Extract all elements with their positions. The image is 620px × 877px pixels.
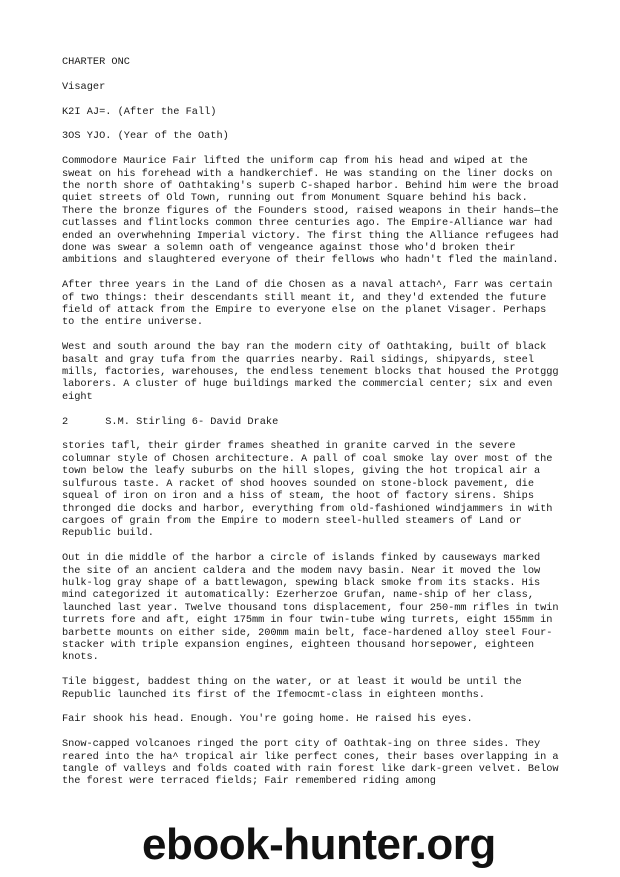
chapter-heading: CHARTER ONC: [62, 56, 130, 68]
paragraph: Snow-capped volcanoes ringed the port city of Oathtak-ing on three sides. They reared into the ha^ tropical air like perfect cones, their bases overlapping in a tangle of valleys and folds coated with rain forest like dark-green velvet. Below the forest were terraced fields; Fair remembered riding among: [62, 738, 565, 788]
paragraph: West and south around the bay ran the modern city of Oathtaking, built of black basalt and gray tufa from the quarries nearby. Rail sidings, shipyards, steel mills, factories, warehouses, the endless tenement blocks that housed the Protggg laborers. A cluster of huge buildings marked the commercial center; six and even eight: [62, 341, 565, 403]
watermark: ebook-hunter.org: [142, 820, 496, 869]
paragraph: Commodore Maurice Fair lifted the uniform cap from his head and wiped at the sweat on his forehead with a handkerchief. He was standing on the liner docks on the north shore of Oathtaking's superb C-shaped harbor. Behind him were the broad quiet streets of Old Town, running out from Monument Square behind his back. There the bronze figures of the Founders stood, raised weapons in their hands—the cutlasses and flintlocks common three centuries ago. The Empire-Alliance war had ended an overwhehning Imperial victory. The first thing the Alliance refugees had done was swear a solemn oath of vengeance against those who'd broken their ambitions and slaughtered everyone of their fellows who hadn't fled the mainland.: [62, 155, 565, 267]
paragraph: stories tafl, their girder frames sheathed in granite carved in the severe columnar style of Chosen architecture. A pall of coal smoke lay over most of the town below the leafy suburbs on the hill slopes, giving the hot tropical air a sulfurous taste. A racket of shod hooves sounded on stone-block pavement, die squeal of iron on iron and a hiss of steam, the hoot of factory sirens. Ships thronged die docks and harbor, everything from old-fashioned windjammers in with cargoes of grain from the Empire to modern steel-hulled steamers of Land or Republic build.: [62, 440, 559, 540]
date-line-year-of-oath: 3OS YJO. (Year of the Oath): [62, 130, 229, 143]
date-line-after-fall: K2I AJ=. (After the Fall): [62, 105, 217, 118]
book-title: Visager: [62, 80, 106, 93]
paragraph: After three years in the Land of die Chosen as a naval attach^, Farr was certain of two things: their descendants still meant it, and they'd extended the future field of attack from the Empire to everyone else on the planet Visager. Perhaps to the entire universe.: [62, 279, 559, 329]
paragraph: Fair shook his head. Enough. You're going home. He raised his eyes.: [62, 713, 473, 726]
running-header: 2 S.M. Stirling 6- David Drake: [62, 415, 279, 428]
document-page: [62, 56, 565, 800]
paragraph: Out in die middle of the harbor a circle of islands finked by causeways marked the site of an ancient caldera and the modem navy basin. Near it moved the low hulk-log gray shape of a battlewagon, spewing black smoke from its stacks. His mind categorized it automatically: Ezerherzoe Grufan, name-ship of her class, launched last year. Twelve thousand tons displacement, four 250-mm rifles in twin turrets fore and aft, eight 175mm in four twin-tube wing turrets, eight 155mm in barbette mounts on either side, 200mm main belt, face-hardened alloy steel Four-stacker with triple expansion engines, eighteen thousand horsepower, eighteen knots.: [62, 552, 565, 664]
paragraph: Tile biggest, baddest thing on the water, or at least it would be until the Republic launched its first of the Ifemocmt-class in eighteen months.: [62, 676, 528, 701]
